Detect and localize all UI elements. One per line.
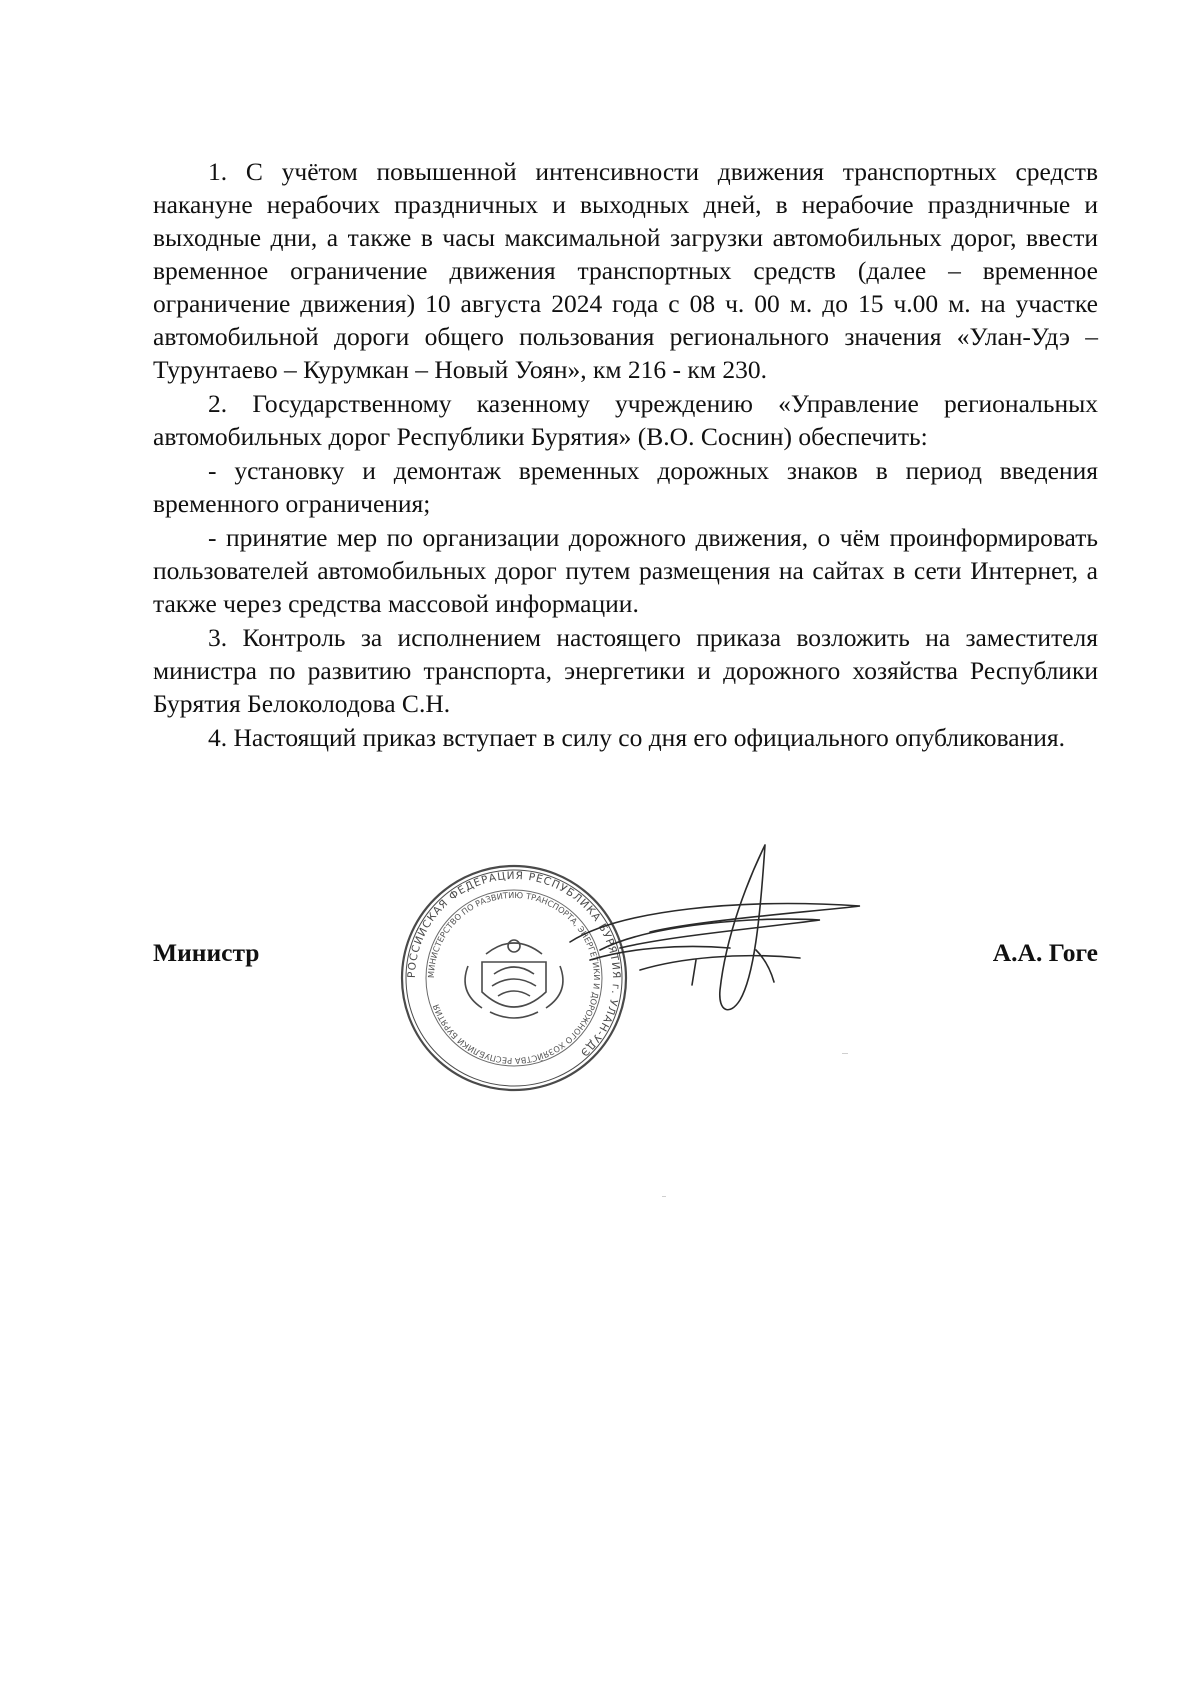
paragraph-3: 3. Контроль за исполнением настоящего приказа возложить на заместителя министра по развитию транспорта, энергетики и дорожного хозяйства Республики Бурятия Белоколодова С.Н. (153, 623, 1098, 718)
paragraph-2: 2. Государственному казенному учреждению «Управление региональных автомобильных дорог Республики Бурятия» (В.О. Соснин) обеспечить: (153, 389, 1098, 451)
order-body (153, 155, 1098, 755)
paragraph-2-item-1: - установку и демонтаж временных дорожных знаков в период введения временного ограничения; (153, 456, 1098, 518)
signatory-title: Министр (153, 938, 260, 967)
signatory-name: А.А. Гоге (992, 938, 1098, 967)
scan-artifact (662, 1196, 666, 1197)
handwritten-signature-icon (560, 840, 900, 1030)
scan-artifact (842, 1053, 848, 1054)
signature-block (153, 938, 1098, 978)
seal-inner-text: МИНИСТЕРСТВО ПО РАЗВИТИЮ ТРАНСПОРТА, ЭНЕРГЕТИКИ И ДОРОЖНОГО ХОЗЯЙСТВА РЕСПУБЛИКИ БУРЯТИЯ (425, 889, 603, 1067)
paragraph-1: 1. С учётом повышенной интенсивности движения транспортных средств накануне нерабочих праздничных и выходных дней, в нерабочие праздничные и выходные дни, а также в часы максимальной загрузки автомобильных дорог, ввести временное ограничение движения транспортных средств (далее – временное ограничение движения) 10 августа 2024 года с 08 ч. 00 м. до 15 ч.00 м. на участке автомобильной дороги общего пользования регионального значения «Улан-Удэ – Турунтаево – Курумкан – Новый Уоян», км 216 - км 230. (153, 157, 1098, 384)
paragraph-4: 4. Настоящий приказ вступает в силу со дня его официального опубликования. (208, 723, 1065, 752)
seal-outer-text: РОССИЙСКАЯ ФЕДЕРАЦИЯ РЕСПУБЛИКА БУРЯТИЯ г. УЛАН-УДЭ (405, 869, 623, 1059)
paragraph-2-item-2: - принятие мер по организации дорожного движения, о чём проинформировать пользователей автомобильных дорог путем размещения на сайтах в сети Интернет, а также через средства массовой информации. (153, 523, 1098, 618)
